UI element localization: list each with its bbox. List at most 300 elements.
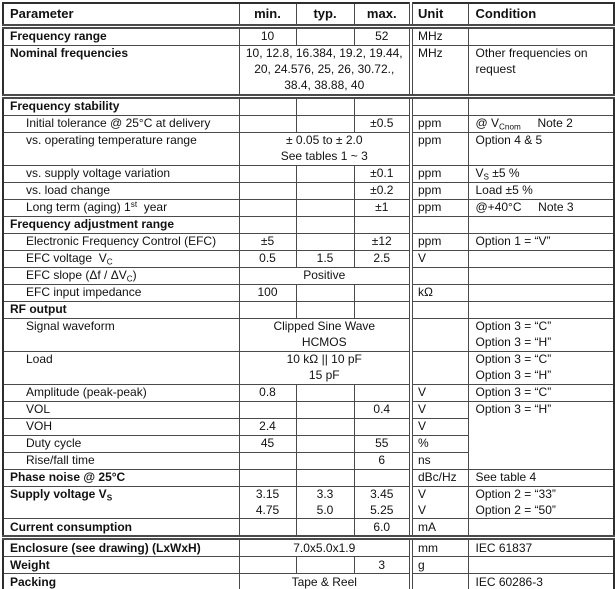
text-segment: S [483, 172, 489, 182]
row-amplitude [3, 384, 614, 401]
row-voh-num-cell [296, 418, 354, 435]
cell-line: Packing [10, 574, 57, 589]
row-efc-slope-span3-cell [239, 267, 411, 284]
row-rise-fall-time-unit-cell [411, 452, 468, 469]
row-vol-unit-cell [411, 401, 468, 418]
row-phase-noise [3, 469, 614, 486]
cell-line: 2.5 [373, 250, 391, 265]
row-frequency-range-num-cell [239, 27, 296, 46]
cell-line: V [418, 384, 427, 399]
cell-line: 100 [257, 284, 278, 299]
row-frequency-adjustment-range-num-cell [296, 216, 354, 233]
spec-table [2, 2, 615, 589]
row-vs-load-change-unit-cell [411, 182, 468, 199]
row-weight-unit-cell [411, 557, 468, 574]
cell-line: Frequency range [10, 29, 107, 44]
row-vs-load-change-param-cell [3, 182, 239, 199]
cell-line: Option 3 = “H” [475, 401, 552, 416]
row-efc-voltage-num-cell [239, 250, 296, 267]
cell-line: 3 [378, 557, 386, 572]
cell-line: Option 3 = “C” [475, 351, 552, 366]
cell-line: ppm [418, 115, 442, 130]
cell-line [476, 166, 611, 182]
column-header-parameter: Parameter [3, 3, 239, 27]
row-efc-voltage [3, 250, 614, 267]
row-vol [3, 401, 614, 418]
cell-line: V [418, 250, 427, 265]
cell-line: vs. operating temperature range [26, 132, 197, 147]
cell-line: ±0.1 [370, 165, 394, 180]
text-segment: @ V [475, 115, 500, 130]
row-frequency-range [3, 27, 614, 46]
row-frequency-adjustment-range-unit-cell [411, 216, 468, 233]
row-amplitude-cond-cell [468, 384, 614, 401]
column-header-typ: typ. [296, 3, 354, 27]
cell-line: dBc/Hz [418, 469, 457, 484]
row-frequency-stability-num-cell [239, 96, 296, 115]
row-vs-supply-voltage-variation-unit-cell [411, 165, 468, 182]
row-frequency-range-num-cell [354, 27, 411, 46]
row-efc-num-cell [239, 233, 296, 250]
row-frequency-stability-num-cell [354, 96, 411, 115]
text-segment: ±5 % [488, 165, 520, 180]
row-enclosure [3, 538, 614, 557]
row-rise-fall-time-num-cell [354, 452, 411, 469]
row-frequency-adjustment-range-num-cell [354, 216, 411, 233]
cell-line: Other frequencies on [475, 46, 588, 60]
row-frequency-stability-unit-cell [411, 96, 468, 115]
cell-line: ± 0.05 to ± 2.0 [285, 132, 363, 147]
text-segment: ) [132, 267, 137, 282]
row-efc-voltage-param-cell [3, 250, 239, 267]
text-segment: EFC slope (Δf / ΔV [26, 267, 127, 282]
row-nominal-frequencies-unit-cell [411, 46, 468, 97]
row-initial-tolerance-param-cell [3, 115, 239, 132]
cell-line: 3.45 [370, 486, 394, 501]
cell-line: vs. load change [26, 182, 111, 197]
cell-line: ppm [418, 182, 442, 197]
row-initial-tolerance-num-cell [354, 115, 411, 132]
row-efc-slope [3, 267, 614, 284]
column-header-unit: Unit [411, 3, 468, 27]
cell-line: See tables 1 ~ 3 [280, 148, 368, 163]
row-efc-slope-param-cell [3, 267, 239, 284]
row-vs-operating-temperature-range [3, 132, 614, 165]
cell-line: See table 4 [475, 469, 537, 484]
row-current-consumption-unit-cell [411, 519, 468, 538]
cell-line: 6.0 [373, 519, 391, 534]
cell-line: Tape & Reel [291, 574, 357, 589]
cell-line: Weight [10, 557, 50, 572]
row-weight-param-cell [3, 557, 239, 574]
row-frequency-stability-num-cell [296, 96, 354, 115]
row-amplitude-num-cell [296, 384, 354, 401]
cell-line: 3.15 [255, 486, 280, 501]
cell-line: V [418, 502, 427, 517]
row-signal-waveform [3, 318, 614, 351]
row-long-term-aging-cond-cell [468, 199, 614, 216]
cell-line: ppm [418, 165, 442, 180]
row-frequency-stability-param-cell [3, 96, 239, 115]
row-phase-noise-unit-cell [411, 469, 468, 486]
cell-line: ±0.5 [370, 115, 394, 130]
row-phase-noise-num-cell [296, 469, 354, 486]
cell-line: Option 2 = “33” [475, 486, 556, 501]
row-current-consumption-num-cell [354, 519, 411, 538]
row-frequency-adjustment-range-param-cell [3, 216, 239, 233]
row-long-term-aging-num-cell [239, 199, 296, 216]
row-rf-output-cond-cell [468, 301, 614, 318]
row-vol-cond-cell [468, 401, 614, 469]
cell-line: Phase noise @ 25°C [10, 469, 126, 484]
cell-line: Option 2 = “50” [475, 502, 556, 517]
row-duty-cycle-unit-cell [411, 435, 468, 452]
row-initial-tolerance-num-cell [296, 115, 354, 132]
text-segment: Cnom [499, 122, 521, 132]
row-rise-fall-time-param-cell [3, 452, 239, 469]
cell-line: ppm [418, 199, 442, 214]
row-weight-num-cell [239, 557, 296, 574]
row-vs-load-change [3, 182, 614, 199]
row-vs-supply-voltage-variation-num-cell [239, 165, 296, 182]
row-long-term-aging-unit-cell [411, 199, 468, 216]
row-efc-input-impedance [3, 284, 614, 301]
row-efc-voltage-cond-cell [468, 250, 614, 267]
row-rise-fall-time-num-cell [239, 452, 296, 469]
cell-line: 20, 24.576, 25, 26, 30.72., [254, 61, 395, 76]
row-nominal-frequencies-span3-cell [239, 46, 411, 97]
row-frequency-range-num-cell [296, 27, 354, 46]
row-amplitude-num-cell [239, 384, 296, 401]
row-efc-param-cell [3, 233, 239, 250]
row-phase-noise-cond-cell [468, 469, 614, 486]
cell-line: 15 pF [308, 367, 340, 382]
row-vs-operating-temperature-range-cond-cell [468, 132, 614, 165]
row-long-term-aging-param-cell [3, 199, 239, 216]
row-amplitude-num-cell [354, 384, 411, 401]
row-load [3, 351, 614, 384]
row-enclosure-cond-cell [468, 538, 614, 557]
cell-line [26, 268, 236, 284]
row-packing-cond-cell [468, 574, 614, 589]
row-packing-unit-cell [411, 574, 468, 589]
cell-line: HCMOS [301, 334, 347, 349]
row-vs-supply-voltage-variation-num-cell [354, 165, 411, 182]
row-current-consumption-cond-cell [468, 519, 614, 538]
row-signal-waveform-unit-cell [411, 318, 468, 351]
row-rise-fall-time-num-cell [296, 452, 354, 469]
row-efc-slope-cond-cell [468, 267, 614, 284]
cell-line: 4.75 [255, 502, 280, 517]
row-phase-noise-num-cell [354, 469, 411, 486]
cell-line: V [418, 418, 427, 433]
row-current-consumption-param-cell [3, 519, 239, 538]
row-supply-voltage-num-cell [239, 486, 296, 519]
row-enclosure-span3-cell [239, 538, 411, 557]
row-efc-voltage-num-cell [296, 250, 354, 267]
cell-line: Option 1 = “V” [475, 233, 551, 248]
cell-line: ±12 [371, 233, 392, 248]
row-efc-slope-unit-cell [411, 267, 468, 284]
row-frequency-range-cond-cell [468, 27, 614, 46]
row-efc-input-impedance-param-cell [3, 284, 239, 301]
row-vs-load-change-num-cell [296, 182, 354, 199]
row-vs-load-change-cond-cell [468, 182, 614, 199]
cell-line: Electronic Frequency Control (EFC) [26, 233, 217, 248]
cell-line: 38.4, 38.88, 40 [284, 77, 365, 92]
row-vs-operating-temperature-range-span3-cell [239, 132, 411, 165]
row-rf-output-num-cell [239, 301, 296, 318]
row-phase-noise-num-cell [239, 469, 296, 486]
cell-line: 6 [378, 452, 386, 467]
row-packing-param-cell [3, 574, 239, 589]
cell-line: Initial tolerance @ 25°C at delivery [26, 115, 211, 130]
text-segment: S [106, 492, 113, 502]
cell-line: Option 3 = “C” [475, 318, 552, 333]
row-efc-input-impedance-num-cell [296, 284, 354, 301]
cell-line: EFC input impedance [26, 284, 142, 299]
cell-line: 5.0 [316, 502, 334, 517]
row-load-cond-cell [468, 351, 614, 384]
row-vs-supply-voltage-variation [3, 165, 614, 182]
cell-line: 10, 12.8, 16.384, 19.2, 19.44, [245, 46, 403, 60]
row-weight-num-cell [354, 557, 411, 574]
cell-line: Load [26, 351, 53, 366]
cell-line: Option 3 = “H” [475, 334, 552, 349]
row-voh-unit-cell [411, 418, 468, 435]
cell-line: Nominal frequencies [10, 46, 129, 60]
cell-line: V [418, 486, 427, 501]
cell-line: V [418, 401, 427, 416]
row-rf-output-unit-cell [411, 301, 468, 318]
row-rf-output-param-cell [3, 301, 239, 318]
cell-line: Rise/fall time [26, 452, 95, 467]
row-efc-voltage-unit-cell [411, 250, 468, 267]
cell-line [476, 116, 611, 132]
row-weight [3, 557, 614, 574]
row-enclosure-param-cell [3, 538, 239, 557]
cell-line: Duty cycle [26, 435, 82, 450]
row-nominal-frequencies-cond-cell [468, 46, 614, 97]
cell-line: 0.5 [259, 250, 276, 265]
cell-line: VOL [26, 401, 51, 416]
row-frequency-range-unit-cell [411, 27, 468, 46]
cell-line: mm [418, 540, 438, 555]
cell-line: IEC 60286-3 [475, 574, 543, 589]
cell-line: Frequency adjustment range [10, 216, 175, 231]
row-supply-voltage-num-cell [354, 486, 411, 519]
cell-line: 10 kΩ || 10 pF [286, 351, 362, 366]
row-vs-operating-temperature-range-unit-cell [411, 132, 468, 165]
row-initial-tolerance-unit-cell [411, 115, 468, 132]
row-supply-voltage [3, 486, 614, 519]
column-header-max: max. [354, 3, 411, 27]
cell-line: 52 [375, 29, 389, 44]
row-supply-voltage-cond-cell [468, 486, 614, 519]
text-segment: C [106, 257, 113, 267]
row-frequency-stability [3, 96, 614, 115]
row-enclosure-unit-cell [411, 538, 468, 557]
cell-line: g [418, 557, 425, 572]
row-duty-cycle-num-cell [354, 435, 411, 452]
row-voh-param-cell [3, 418, 239, 435]
row-vol-num-cell [239, 401, 296, 418]
cell-line: Option 3 = “C” [475, 384, 552, 399]
text-segment: C [126, 274, 133, 284]
cell-line: 5.25 [370, 502, 394, 517]
text-segment: Supply voltage V [10, 486, 107, 501]
cell-line [26, 200, 236, 216]
cell-line: kΩ [418, 284, 433, 299]
row-initial-tolerance-cond-cell [468, 115, 614, 132]
row-efc [3, 233, 614, 250]
row-frequency-stability-cond-cell [468, 96, 614, 115]
row-load-unit-cell [411, 351, 468, 384]
header-row [3, 3, 614, 27]
row-current-consumption [3, 519, 614, 538]
cell-line: Option 4 & 5 [475, 132, 543, 147]
column-header-condition: Condition [468, 3, 614, 27]
row-efc-num-cell [296, 233, 354, 250]
cell-line: Positive [303, 267, 346, 282]
text-segment: EFC voltage V [26, 250, 107, 265]
row-voh-num-cell [354, 418, 411, 435]
text-segment: year [137, 199, 168, 214]
cell-line: 0.4 [373, 401, 391, 416]
row-vs-supply-voltage-variation-cond-cell [468, 165, 614, 182]
row-nominal-frequencies [3, 46, 614, 97]
row-duty-cycle-num-cell [239, 435, 296, 452]
row-signal-waveform-cond-cell [468, 318, 614, 351]
row-weight-cond-cell [468, 557, 614, 574]
cell-line: Load ±5 % [475, 182, 533, 197]
cell-line: 1.5 [316, 250, 334, 265]
row-rf-output-num-cell [354, 301, 411, 318]
row-nominal-frequencies-param-cell [3, 46, 239, 97]
text-segment: st [130, 199, 138, 209]
row-amplitude-param-cell [3, 384, 239, 401]
row-initial-tolerance-num-cell [239, 115, 296, 132]
row-packing [3, 574, 614, 589]
spec-table-body [3, 27, 614, 589]
cell-line: ±1 [375, 199, 389, 214]
cell-line: RF output [10, 301, 67, 316]
row-vol-num-cell [296, 401, 354, 418]
row-efc-input-impedance-cond-cell [468, 284, 614, 301]
row-current-consumption-num-cell [296, 519, 354, 538]
cell-line: ±5 [260, 233, 275, 248]
row-efc-unit-cell [411, 233, 468, 250]
row-duty-cycle-param-cell [3, 435, 239, 452]
cell-line: Clipped Sine Wave [273, 318, 376, 333]
row-vs-load-change-num-cell [239, 182, 296, 199]
cell-line: Amplitude (peak-peak) [26, 384, 147, 399]
row-supply-voltage-param-cell [3, 486, 239, 519]
row-vs-supply-voltage-variation-num-cell [296, 165, 354, 182]
text-segment: Long term (aging) 1 [26, 199, 131, 214]
cell-line: % [418, 435, 429, 450]
row-initial-tolerance [3, 115, 614, 132]
row-rf-output-num-cell [296, 301, 354, 318]
row-rf-output [3, 301, 614, 318]
cell-line: vs. supply voltage variation [26, 165, 171, 180]
row-vs-supply-voltage-variation-param-cell [3, 165, 239, 182]
row-vol-param-cell [3, 401, 239, 418]
row-signal-waveform-param-cell [3, 318, 239, 351]
cell-line [26, 251, 236, 267]
cell-line: VOH [26, 418, 53, 433]
row-amplitude-unit-cell [411, 384, 468, 401]
cell-line: ppm [418, 233, 442, 248]
row-signal-waveform-span3-cell [239, 318, 411, 351]
cell-line: ppm [418, 132, 442, 147]
cell-line: 55 [375, 435, 389, 450]
cell-line: 7.0x5.0x1.9 [293, 540, 356, 555]
cell-line: Current consumption [10, 519, 132, 534]
row-frequency-adjustment-range [3, 216, 614, 233]
row-packing-span3-cell [239, 574, 411, 589]
row-load-span3-cell [239, 351, 411, 384]
cell-line: Frequency stability [10, 98, 120, 113]
cell-line: ns [418, 452, 431, 467]
cell-line: Signal waveform [26, 318, 115, 333]
row-phase-noise-param-cell [3, 469, 239, 486]
text-segment: Note 2 [520, 115, 573, 130]
cell-line: IEC 61837 [475, 540, 533, 555]
row-efc-input-impedance-unit-cell [411, 284, 468, 301]
column-header-min: min. [239, 3, 296, 27]
row-vs-operating-temperature-range-param-cell [3, 132, 239, 165]
row-supply-voltage-num-cell [296, 486, 354, 519]
cell-line: 2.4 [259, 418, 276, 433]
row-frequency-adjustment-range-cond-cell [468, 216, 614, 233]
row-vol-num-cell [354, 401, 411, 418]
row-vs-load-change-num-cell [354, 182, 411, 199]
text-segment: V [475, 165, 484, 180]
cell-line: ±0.2 [370, 182, 394, 197]
cell-line: 10 [260, 29, 275, 44]
cell-line: MHz [418, 46, 443, 60]
row-long-term-aging-num-cell [296, 199, 354, 216]
cell-line: mA [418, 519, 436, 534]
row-duty-cycle-num-cell [296, 435, 354, 452]
row-efc-num-cell [354, 233, 411, 250]
cell-line: MHz [418, 29, 443, 44]
cell-line: 45 [260, 435, 275, 450]
row-current-consumption-num-cell [239, 519, 296, 538]
row-efc-voltage-num-cell [354, 250, 411, 267]
row-efc-input-impedance-num-cell [354, 284, 411, 301]
cell-line: Enclosure (see drawing) (LxWxH) [10, 540, 201, 555]
row-supply-voltage-unit-cell [411, 486, 468, 519]
row-frequency-adjustment-range-num-cell [239, 216, 296, 233]
row-efc-cond-cell [468, 233, 614, 250]
row-load-param-cell [3, 351, 239, 384]
row-long-term-aging-num-cell [354, 199, 411, 216]
cell-line: @+40°C Note 3 [475, 199, 574, 214]
row-voh-num-cell [239, 418, 296, 435]
row-frequency-range-param-cell [3, 27, 239, 46]
row-efc-input-impedance-num-cell [239, 284, 296, 301]
cell-line [10, 487, 236, 503]
row-weight-num-cell [296, 557, 354, 574]
cell-line: request [475, 61, 516, 76]
cell-line: Option 3 = “H” [475, 367, 552, 382]
spec-table-header [3, 3, 614, 27]
cell-line: 0.8 [259, 384, 276, 399]
row-long-term-aging [3, 199, 614, 216]
cell-line: 3.3 [316, 486, 334, 501]
